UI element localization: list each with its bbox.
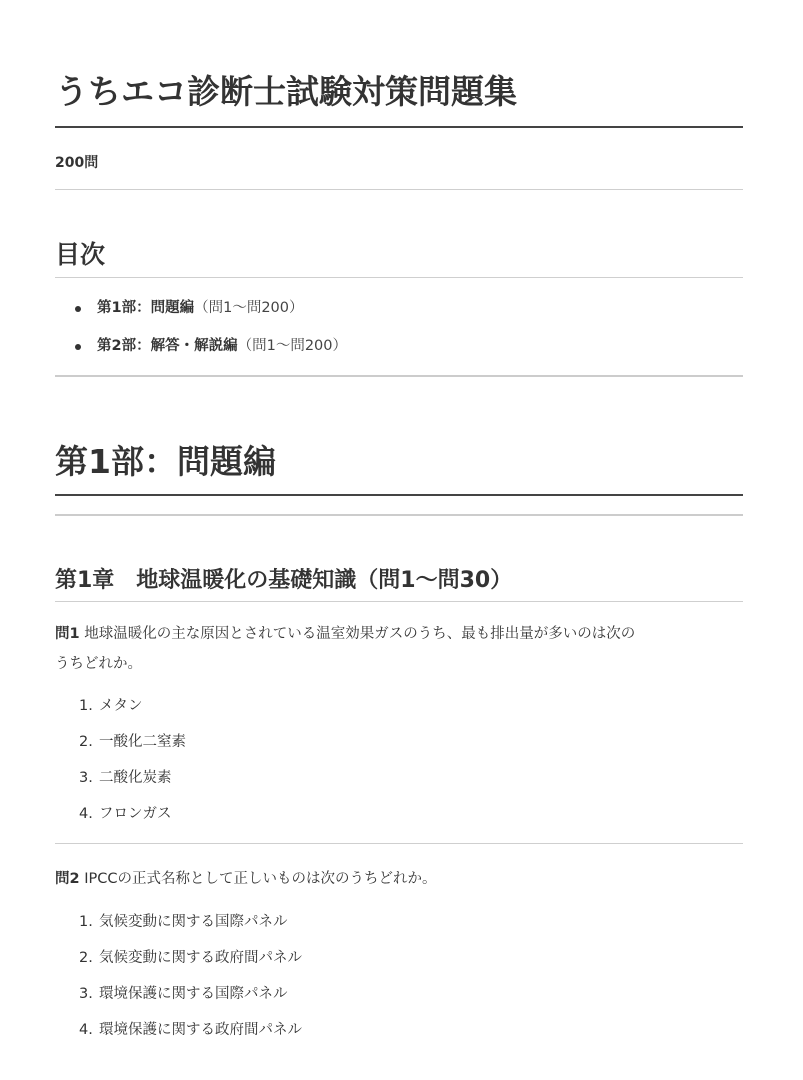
- question-count: 200問: [55, 155, 99, 171]
- option-number: 1.: [79, 698, 93, 714]
- option-number: 4.: [79, 1022, 93, 1038]
- option-number: 2.: [79, 734, 93, 750]
- part-title-underline: [55, 494, 743, 496]
- question-2-options: [55, 910, 302, 1054]
- option-text: 気候変動に関する国際パネル: [99, 914, 288, 930]
- option-item[interactable]: [55, 982, 302, 1018]
- part-title: 第1部：問題編: [55, 442, 276, 481]
- bullet-icon: [75, 344, 81, 350]
- option-number: 3.: [79, 986, 93, 1002]
- option-text: 一酸化二窒素: [99, 734, 186, 750]
- option-text: 二酸化炭素: [99, 770, 172, 786]
- option-item[interactable]: [55, 802, 186, 838]
- option-text: 環境保護に関する国際パネル: [99, 986, 288, 1002]
- option-text: フロンガス: [99, 806, 172, 822]
- question-text: IPCCの正式名称として正しいものは次のうちどれか。: [84, 871, 437, 887]
- option-item[interactable]: [55, 1018, 302, 1054]
- chapter-title: 第1章 地球温暖化の基礎知識（問1〜問30）: [55, 568, 513, 593]
- question-text-line: [55, 619, 743, 649]
- question-text: 地球温暖化の主な原因とされている温室効果ガスのうち、最も排出量が多いのは次の: [84, 626, 636, 642]
- option-item[interactable]: [55, 730, 186, 766]
- question-text-continued: うちどれか。: [55, 656, 142, 672]
- option-item[interactable]: [55, 694, 186, 730]
- option-text: メタン: [99, 698, 143, 714]
- option-number: 1.: [79, 914, 93, 930]
- bullet-icon: [75, 306, 81, 312]
- toc-item-label[interactable]: 第2部：解答・解説編: [97, 338, 238, 354]
- toc-heading: 目次: [55, 240, 106, 269]
- question-number: 問1: [55, 626, 80, 642]
- chapter-title-underline: [55, 601, 743, 602]
- option-text: 気候変動に関する政府間パネル: [99, 950, 302, 966]
- toc-item-label[interactable]: 第1部：問題編: [97, 300, 195, 316]
- option-item[interactable]: [55, 910, 302, 946]
- divider: [55, 375, 743, 377]
- option-item[interactable]: [55, 946, 302, 982]
- toc-list: [55, 296, 347, 372]
- toc-item-range: （問1〜問200）: [194, 300, 304, 316]
- toc-item-part1[interactable]: [55, 296, 347, 334]
- option-number: 2.: [79, 950, 93, 966]
- option-number: 4.: [79, 806, 93, 822]
- question-1-options: [55, 694, 186, 838]
- option-number: 3.: [79, 770, 93, 786]
- toc-item-part2[interactable]: [55, 334, 347, 372]
- question-1: [55, 619, 743, 679]
- divider: [55, 514, 743, 516]
- question-2: [55, 864, 743, 894]
- toc-item-range: （問1〜問200）: [237, 338, 347, 354]
- toc-heading-underline: [55, 277, 743, 278]
- option-text: 環境保護に関する政府間パネル: [99, 1022, 302, 1038]
- title-underline: [55, 126, 743, 128]
- divider: [55, 843, 743, 844]
- divider: [55, 189, 743, 190]
- question-number: 問2: [55, 871, 80, 887]
- document-title: うちエコ診断士試験対策問題集: [55, 72, 517, 111]
- question-text-line: [55, 864, 743, 894]
- option-item[interactable]: [55, 766, 186, 802]
